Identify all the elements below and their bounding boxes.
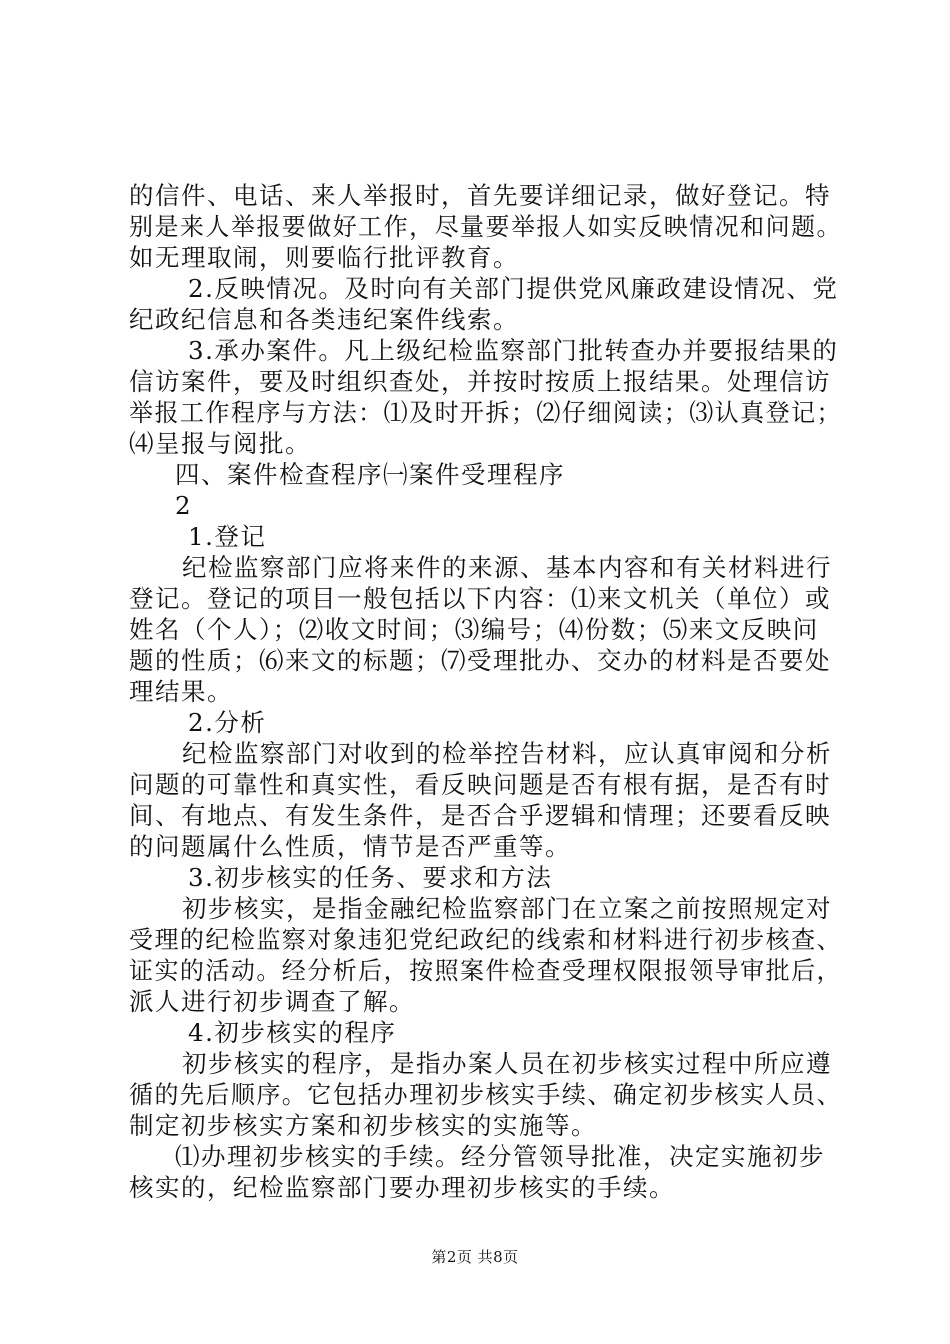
body-line: 制定初步核实方案和初步核实的实施等。 <box>129 1111 597 1140</box>
body-line: 纪政纪信息和各类违纪案件线索。 <box>129 305 519 334</box>
page-number-inline: 2 <box>175 491 193 520</box>
body-line: 2.反映情况。及时向有关部门提供党风廉政建设情况、党 <box>188 274 839 303</box>
body-line: 证实的活动。经分析后，按照案件检查受理权限报领导审批后， <box>129 956 842 985</box>
page-footer: 第2页 共8页 <box>431 1248 519 1266</box>
body-line: 登记。登记的项目一般包括以下内容：⑴来文机关（单位）或 <box>129 584 831 613</box>
body-line: 纪检监察部门应将来件的来源、基本内容和有关材料进行 <box>182 553 832 582</box>
body-line: ⑷呈报与阅批。 <box>129 429 311 458</box>
body-line: 问题的可靠性和真实性，看反映问题是否有根有据，是否有时 <box>129 770 831 799</box>
body-line: 派人进行初步调查了解。 <box>129 987 415 1016</box>
body-line: 的信件、电话、来人举报时，首先要详细记录，做好登记。特 <box>129 181 831 210</box>
body-line: 初步核实的程序，是指办案人员在初步核实过程中所应遵 <box>182 1049 832 1078</box>
section-heading: 四、案件检查程序㈠案件受理程序 <box>175 460 565 489</box>
body-line: 姓名（个人）；⑵收文时间；⑶编号；⑷份数；⑸来文反映问 <box>129 615 819 644</box>
body-line: 理结果。 <box>129 677 233 706</box>
body-line: 受理的纪检监察对象违犯党纪政纪的线索和材料进行初步核查、 <box>129 925 842 954</box>
body-line: 纪检监察部门对收到的检举控告材料，应认真审阅和分析 <box>182 739 832 768</box>
body-line: 的问题属什么性质，情节是否严重等。 <box>129 832 571 861</box>
body-line: 别是来人举报要做好工作，尽量要举报人如实反映情况和问题。 <box>129 212 842 241</box>
subheading: 4.初步核实的程序 <box>188 1018 397 1047</box>
body-line: 如无理取闹，则要临行批评教育。 <box>129 243 519 272</box>
body-line: 题的性质；⑹来文的标题；⑺受理批办、交办的材料是否要处 <box>129 646 831 675</box>
subheading: 1.登记 <box>188 522 267 551</box>
body-line: ⑴办理初步核实的手续。经分管领导批准，决定实施初步 <box>175 1142 825 1171</box>
body-line: 循的先后顺序。它包括办理初步核实手续、确定初步核实人员、 <box>129 1080 842 1109</box>
body-line: 3.承办案件。凡上级纪检监察部门批转查办并要报结果的 <box>188 336 839 365</box>
body-line: 初步核实，是指金融纪检监察部门在立案之前按照规定对 <box>182 894 832 923</box>
subheading: 2.分析 <box>188 708 267 737</box>
body-line: 信访案件，要及时组织查处，并按时按质上报结果。处理信访 <box>129 367 831 396</box>
subheading: 3.初步核实的任务、要求和方法 <box>188 863 553 892</box>
body-line: 举报工作程序与方法：⑴及时开拆；⑵仔细阅读；⑶认真登记； <box>129 398 842 427</box>
body-line: 间、有地点、有发生条件，是否合乎逻辑和情理；还要看反映 <box>129 801 831 830</box>
body-line: 核实的，纪检监察部门要办理初步核实的手续。 <box>129 1173 675 1202</box>
